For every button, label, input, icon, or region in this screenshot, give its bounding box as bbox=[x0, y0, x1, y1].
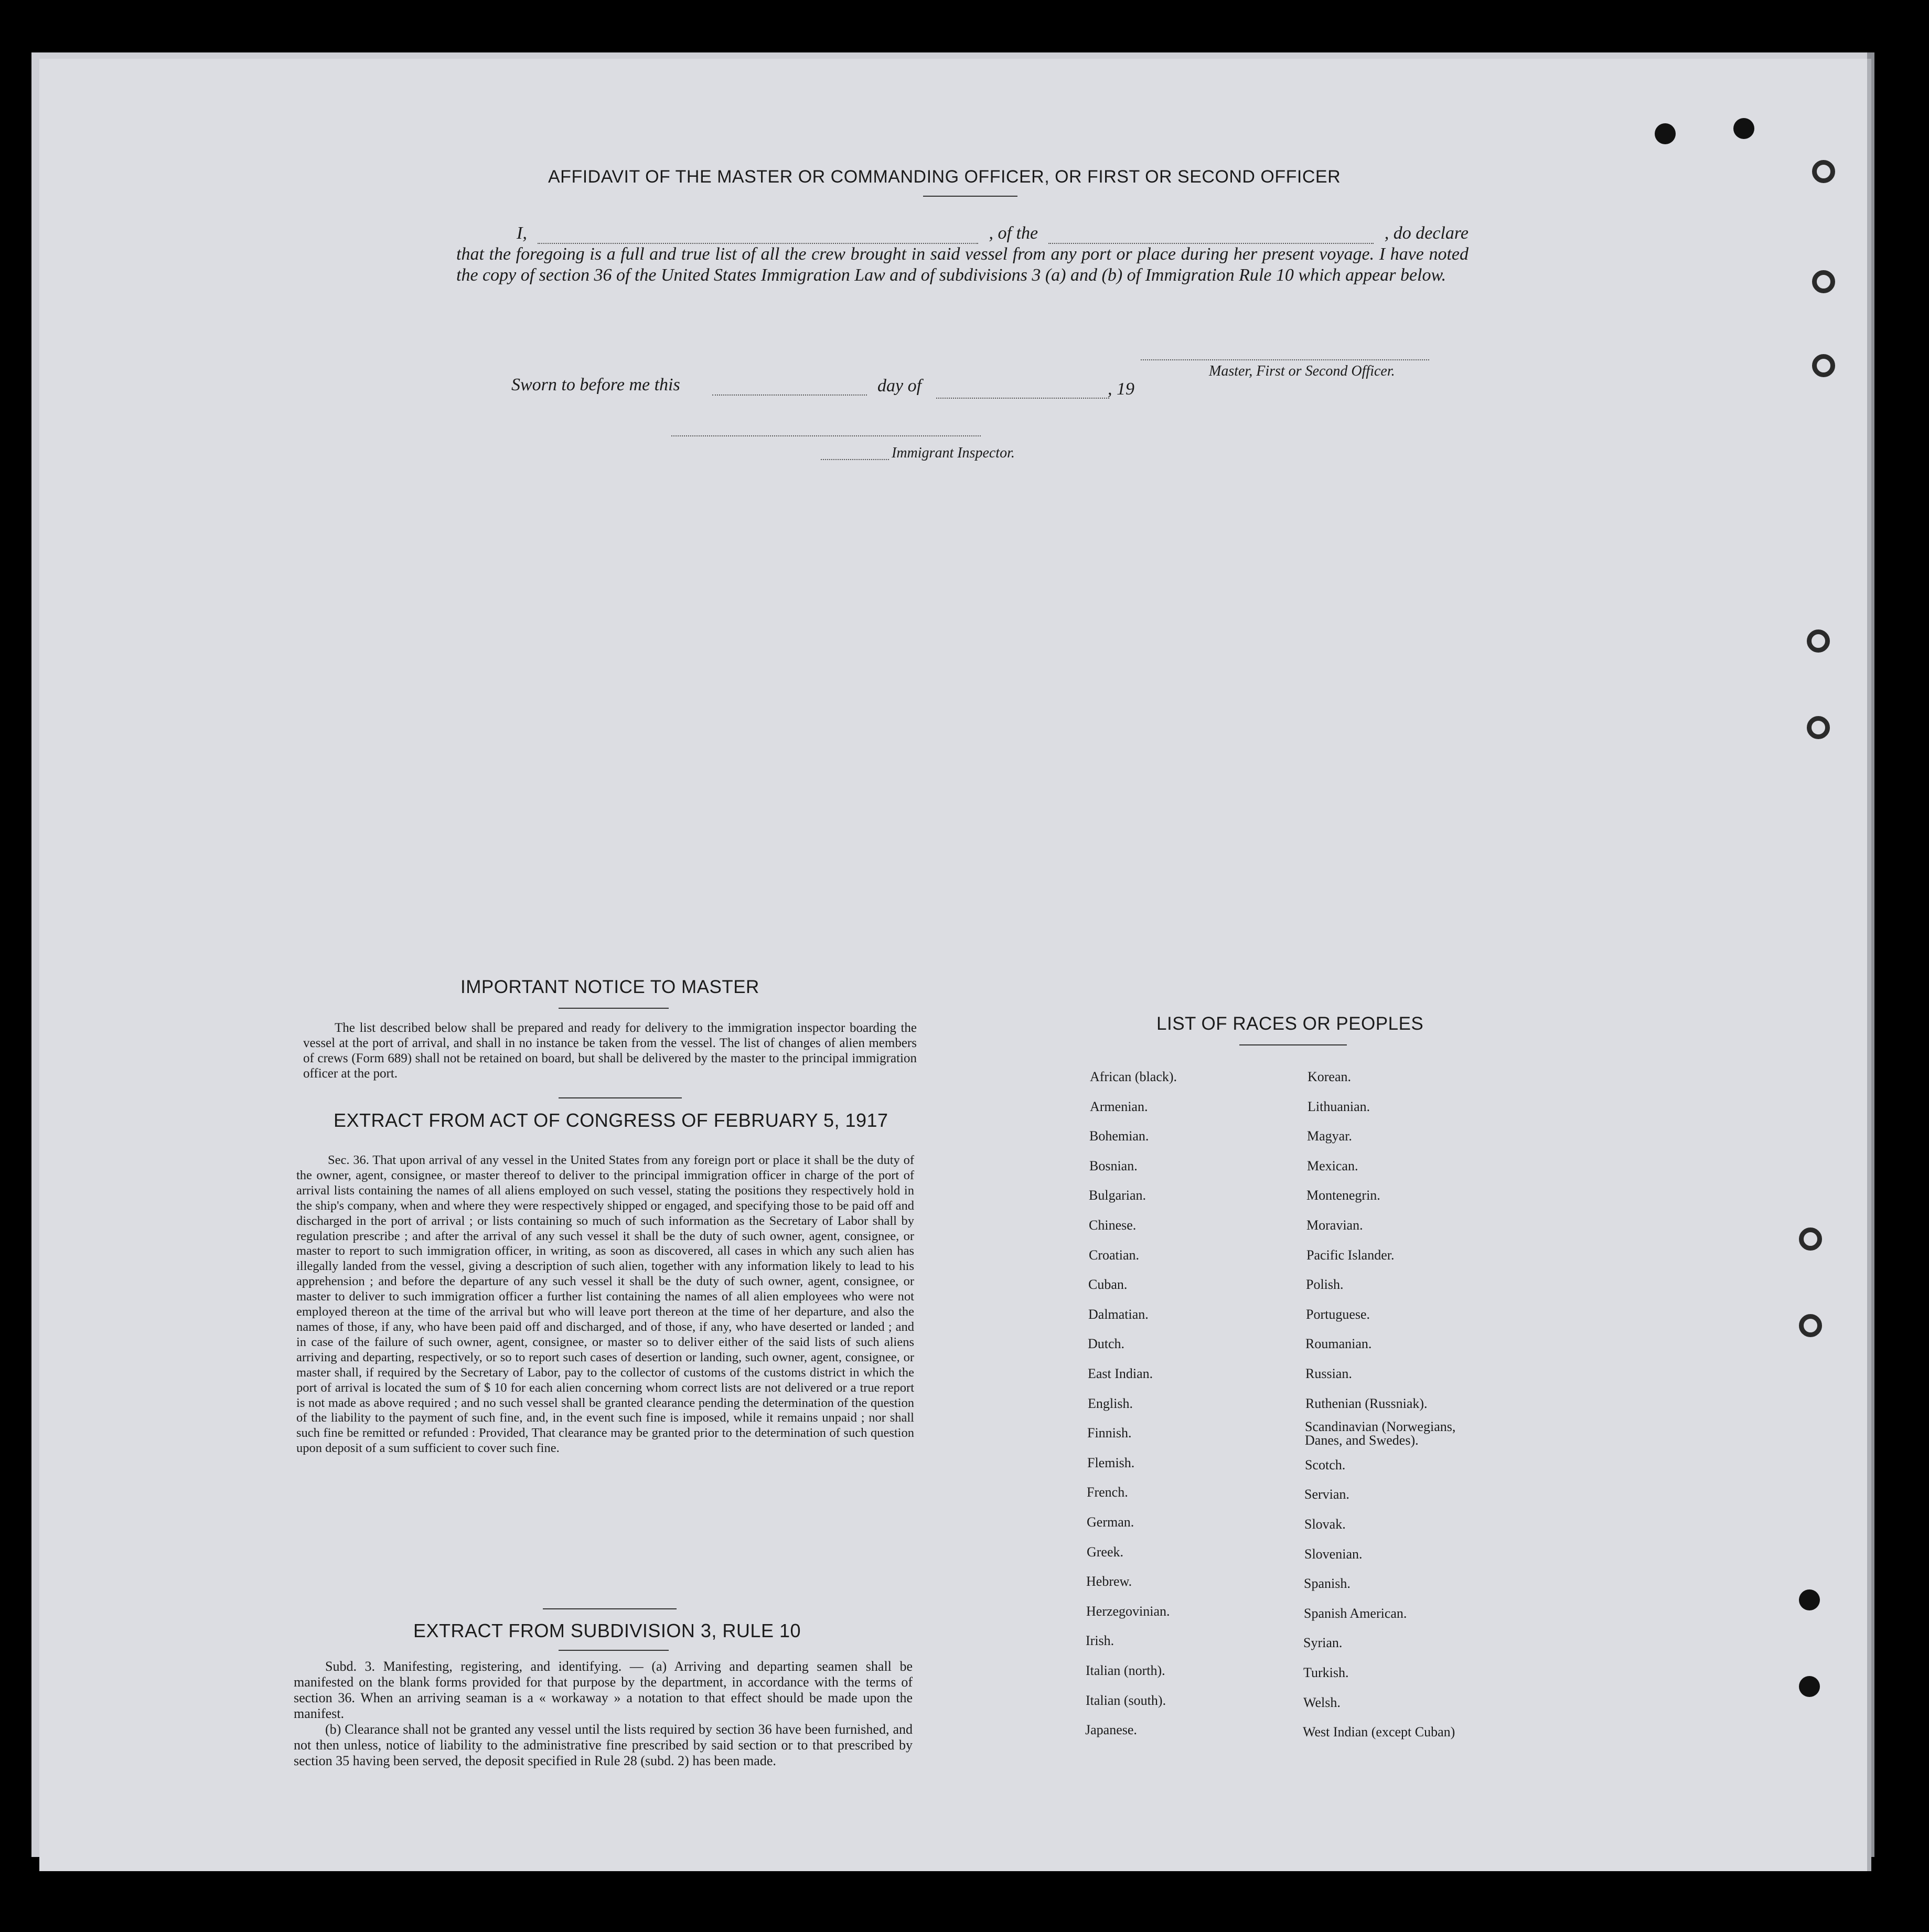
rule-title: EXTRACT FROM SUBDIVISION 3, RULE 10 bbox=[413, 1620, 801, 1641]
race-item: Spanish American. bbox=[1304, 1605, 1407, 1621]
race-item: Russian. bbox=[1305, 1366, 1352, 1381]
act-divider bbox=[543, 1608, 677, 1609]
binder-hole bbox=[1733, 118, 1754, 139]
binder-hole bbox=[1799, 1227, 1822, 1251]
affidavit-text bbox=[456, 223, 1469, 286]
name-field[interactable] bbox=[538, 229, 978, 244]
binder-hole bbox=[1812, 160, 1835, 183]
race-item: Roumanian. bbox=[1305, 1336, 1372, 1352]
notice-title: IMPORTANT NOTICE TO MASTER bbox=[460, 977, 759, 997]
act-paragraph: Sec. 36. That upon arrival of any vessel in the United States from any foreign port or place it shall be the duty of the owner, agent, consignee, or master thereof to deliver to the principal immigration officer in charge of the port of arrival lists containing the names of all aliens employed on such vessel, stating the positions they respectively hold in the ship's company, when and where they were respectively shipped or engaged, and specifying those to be paid off and discharged in the port of arrival ; or lists containing so much of such information as the Secretary of Labor shall by regulation prescribe ; and after the arrival of any such vessel it shall be the duty of such owner, agent, consignee, or master to report to such immigration officer, in writing, as soon as discovered, all cases in which any such alien has illegally landed from the vessel, giving a description of such alien, together with any information likely to lead to his apprehension ; and before the departure of any such vessel it shall be the duty of such owner, agent, consignee, or master to deliver to such immigration officer a further list containing the names of all alien employees who were not employed thereon at the time of the arrival but who will leave port thereon at the time of her departure, and also the names of those, if any, who have been paid off and discharged, and of those, if any, who have deserted or landed ; and in case of the failure of such owner, agent, consignee, or master so to deliver either of the said lists of such aliens arriving and departing, respectively, or so to report such cases of desertion or landing, such owner, agent, consignee, or master shall, if required by the Secretary of Labor, pay to the collector of customs of the customs district in which the port of arrival is located the sum of $ 10 for each alien concerning whom correct lists are not delivered or a true report is not made as above required ; and no such vessel shall be granted clearance pending the determination of the question of the liability to the payment of such fine, and, in the event such fine is imposed, while it remains unpaid ; nor shall such fine be remitted or refunded : Provided, That clearance may be granted prior to the determination of such question upon deposit of a sum sufficient to cover such fine. bbox=[296, 1153, 914, 1456]
race-item: Pacific Islander. bbox=[1306, 1247, 1395, 1263]
race-item: Dalmatian. bbox=[1088, 1306, 1149, 1322]
race-item: Flemish. bbox=[1087, 1455, 1135, 1470]
race-item: Japanese. bbox=[1085, 1722, 1137, 1738]
race-item: Greek. bbox=[1087, 1544, 1124, 1560]
notice-divider bbox=[559, 1097, 682, 1098]
inspector-label: Immigrant Inspector. bbox=[892, 445, 1015, 461]
rule-paragraph-a: Subd. 3. Manifesting, registering, and identifying. — (a) Arriving and departing seamen shall be manifested on the blank forms provided for that purpose by the department, in accordance with the terms of section 36. When an arriving seaman is a « workaway » a notation to that effect should be made upon the manifest. bbox=[294, 1659, 913, 1721]
race-item: Korean. bbox=[1308, 1069, 1352, 1084]
race-item: Scandinavian (Norwegians, Danes, and Swedes). bbox=[1305, 1419, 1456, 1448]
race-item: Italian (south). bbox=[1086, 1692, 1166, 1708]
affidavit-i: I, bbox=[517, 223, 527, 243]
document-page bbox=[39, 59, 1867, 1871]
race-item: Servian. bbox=[1304, 1487, 1349, 1502]
race-item: Dutch. bbox=[1088, 1336, 1125, 1352]
race-item: Bohemian. bbox=[1089, 1128, 1149, 1144]
race-item: Portuguese. bbox=[1306, 1306, 1370, 1322]
affidavit-title: AFFIDAVIT OF THE MASTER OR COMMANDING OFFICER, OR FIRST OR SECOND OFFICER bbox=[548, 167, 1341, 187]
race-item: Hebrew. bbox=[1086, 1574, 1132, 1589]
sworn-day-field[interactable] bbox=[712, 394, 867, 396]
binder-hole bbox=[1799, 1314, 1822, 1337]
race-item: German. bbox=[1087, 1514, 1134, 1530]
binder-hole bbox=[1812, 354, 1835, 377]
race-item: African (black). bbox=[1090, 1069, 1177, 1084]
act-text bbox=[296, 1153, 914, 1456]
rule-text bbox=[294, 1659, 913, 1769]
race-item: Spanish. bbox=[1304, 1576, 1351, 1592]
inspector-line-2 bbox=[821, 459, 889, 460]
signature-line[interactable] bbox=[1141, 359, 1429, 360]
race-item: English. bbox=[1088, 1395, 1133, 1411]
race-item: Magyar. bbox=[1307, 1128, 1352, 1144]
binder-hole bbox=[1799, 1676, 1820, 1697]
race-item: Syrian. bbox=[1303, 1635, 1343, 1651]
sworn-year: , 19 bbox=[1108, 379, 1134, 399]
race-item: Turkish. bbox=[1303, 1665, 1349, 1680]
race-item: East Indian. bbox=[1088, 1366, 1153, 1381]
race-item: Italian (north). bbox=[1086, 1663, 1165, 1678]
race-item: Ruthenian (Russniak). bbox=[1305, 1395, 1428, 1411]
race-item: Montenegrin. bbox=[1306, 1188, 1380, 1203]
affidavit-do-declare: , do declare bbox=[1384, 223, 1469, 243]
race-item: Finnish. bbox=[1087, 1425, 1132, 1441]
race-item: Chinese. bbox=[1089, 1218, 1137, 1233]
rule-title-rule bbox=[559, 1650, 669, 1651]
notice-paragraph: The list described below shall be prepared and ready for delivery to the immigration inspector boarding the vessel at the port of arrival, and shall in no instance be taken from the vessel. The list of changes of alien members of crews (Form 689) shall not be retained on board, but shall be delivered by the master to the principal immigration officer at the port. bbox=[303, 1021, 917, 1081]
affidavit-body: that the foregoing is a full and true list of all the crew brought in said vessel from any port or place during her present voyage. I have noted the copy of section 36 of the United States Immigration Law and of subdivisions 3 (a) and (b) of Immigration Rule 10 which appear below. bbox=[456, 244, 1469, 285]
race-item: West Indian (except Cuban) bbox=[1303, 1724, 1455, 1740]
race-item: Mexican. bbox=[1307, 1158, 1358, 1173]
signature-label: Master, First or Second Officer. bbox=[1209, 363, 1395, 379]
race-item: Scotch. bbox=[1305, 1457, 1346, 1472]
race-item: Cuban. bbox=[1088, 1277, 1128, 1293]
race-item: Bulgarian. bbox=[1089, 1188, 1146, 1203]
race-item: Irish. bbox=[1086, 1633, 1114, 1649]
races-list bbox=[1085, 1069, 1562, 1751]
race-item: Moravian. bbox=[1306, 1218, 1363, 1233]
races-title-rule bbox=[1239, 1044, 1347, 1045]
sworn-day-of: day of bbox=[877, 376, 922, 396]
race-item: Bosnian. bbox=[1089, 1158, 1138, 1173]
race-item: Armenian. bbox=[1090, 1098, 1148, 1114]
race-item: Croatian. bbox=[1089, 1247, 1140, 1263]
race-item: Herzegovinian. bbox=[1086, 1603, 1170, 1619]
races-title: LIST OF RACES OR PEOPLES bbox=[1156, 1013, 1424, 1034]
affidavit-of-the: , of the bbox=[989, 223, 1038, 243]
affidavit-title-rule bbox=[923, 196, 1017, 197]
binder-hole bbox=[1655, 123, 1676, 144]
notice-title-rule bbox=[559, 1008, 669, 1009]
notice-text bbox=[303, 1020, 917, 1081]
inspector-line[interactable] bbox=[671, 435, 981, 436]
vessel-field[interactable] bbox=[1048, 229, 1374, 244]
rule-paragraph-b: (b) Clearance shall not be granted any vessel until the lists required by section 36 have been furnished, and not then unless, notice of liability to the administrative fine prescribed by said section or to that prescribed by section 35 having been served, the deposit specified in Rule 28 (subd. 2) has been made. bbox=[294, 1722, 913, 1768]
race-item: Welsh. bbox=[1303, 1694, 1341, 1710]
binder-hole bbox=[1807, 716, 1830, 739]
race-item: Polish. bbox=[1306, 1277, 1344, 1293]
binder-hole bbox=[1812, 270, 1835, 293]
race-item: Slovak. bbox=[1304, 1517, 1346, 1532]
binder-hole bbox=[1799, 1589, 1820, 1610]
act-title: EXTRACT FROM ACT OF CONGRESS OF FEBRUARY 5, 1917 bbox=[334, 1109, 888, 1131]
race-item: Slovenian. bbox=[1304, 1546, 1363, 1562]
race-item: French. bbox=[1087, 1485, 1128, 1500]
sworn-prefix: Sworn to before me this bbox=[511, 375, 680, 394]
race-item: Lithuanian. bbox=[1308, 1098, 1370, 1114]
binder-hole bbox=[1807, 629, 1830, 653]
sworn-month-field[interactable] bbox=[936, 398, 1109, 399]
